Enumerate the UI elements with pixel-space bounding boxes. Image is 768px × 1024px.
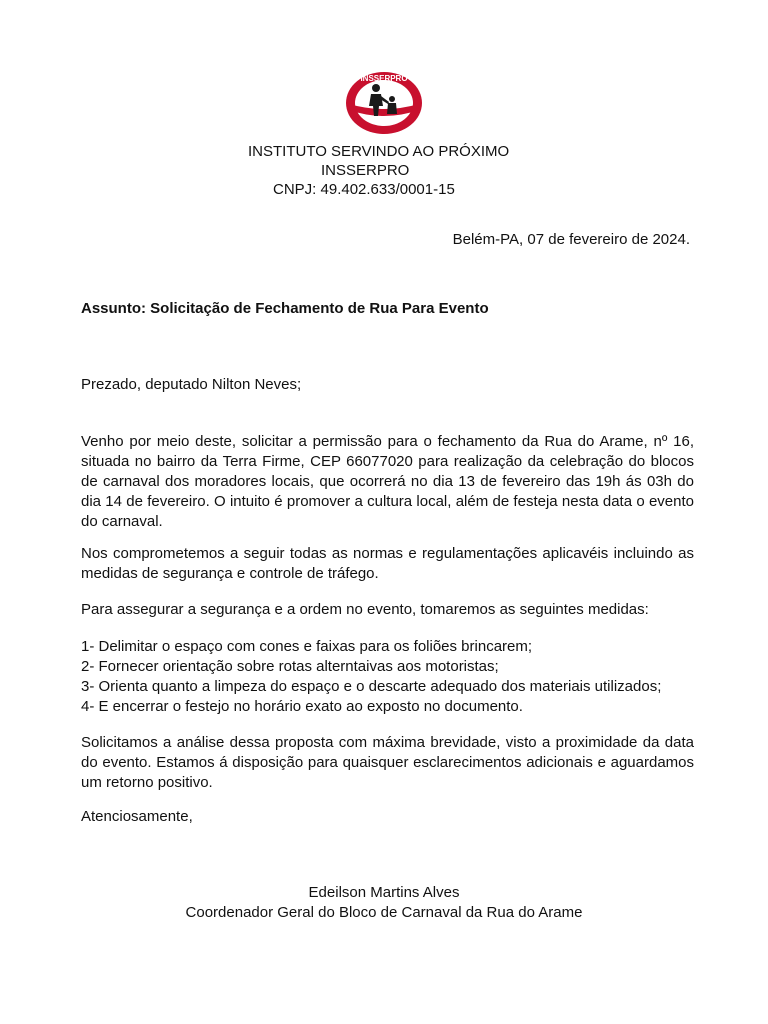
measures-list <box>81 637 701 717</box>
list-item: 1- Delimitar o espaço com cones e faixas para os foliões brincarem; <box>81 638 533 655</box>
paragraph-request: Venho por meio deste, solicitar a permissão para o fechamento da Rua do Arame, nº 16, situada no bairro da Terra Firme, CEP 66077020 para realização da celebração do blocos de carnaval dos moradores locais, que ocorrerá no dia 13 de fevereiro das 19h ás 03h do dia 14 de fevereiro. O intuito é promover a cultura local, além de festeja nesta data o evento do carnaval. <box>81 433 694 530</box>
paragraph-commitment: Nos comprometemos a seguir todas as normas e regulamentações aplicavéis incluindo as medidas de segurança e controle de tráfego. <box>81 545 694 582</box>
people-logo-icon <box>343 70 425 136</box>
list-item: 3- Orienta quanto a limpeza do espaço e o descarte adequado dos materiais utilizados; <box>81 678 662 695</box>
closing: Atenciosamente, <box>81 808 193 825</box>
letter-date: Belém-PA, 07 de fevereiro de 2024. <box>452 231 690 248</box>
list-item: 2- Fornecer orientação sobre rotas alterntaivas aos motoristas; <box>81 658 499 675</box>
institute-acronym: INSSERPRO <box>321 162 410 179</box>
salutation: Prezado, deputado Nilton Neves; <box>81 376 302 393</box>
signer-title: Coordenador Geral do Bloco de Carnaval da Rua do Arame <box>185 904 583 921</box>
paragraph-measures-intro: Para assegurar a segurança e a ordem no evento, tomaremos as seguintes medidas: <box>81 601 649 618</box>
letter-subject: Assunto: Solicitação de Fechamento de Rua Para Evento <box>81 300 489 317</box>
organization-logo <box>343 70 425 136</box>
paragraph-request-analysis: Solicitamos a análise dessa proposta com máxima brevidade, visto a proximidade da data do evento. Estamos á disposição para quaisquer esclarecimentos adicionais e aguardamos um retorno positivo. <box>81 734 694 791</box>
logo-text: INSSERPRO <box>360 74 408 83</box>
institute-name: INSTITUTO SERVINDO AO PRÓXIMO <box>248 143 510 160</box>
institute-cnpj: CNPJ: 49.402.633/0001-15 <box>273 181 455 198</box>
list-item: 4- E encerrar o festejo no horário exato ao exposto no documento. <box>81 698 523 715</box>
signer-name: Edeilson Martins Alves <box>308 884 460 901</box>
